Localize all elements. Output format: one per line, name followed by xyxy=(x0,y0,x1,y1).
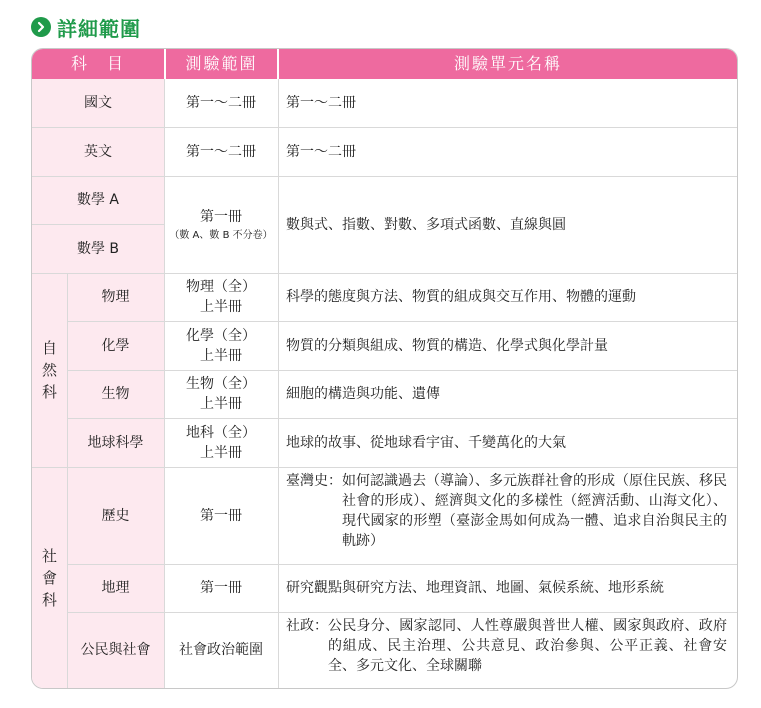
range-chemistry-line1: 化學（全） xyxy=(186,327,256,344)
header-range: 測驗範圍 xyxy=(166,49,277,79)
range-civics: 社會政治範圍 xyxy=(179,642,263,658)
subject-civics: 公民與社會 xyxy=(80,642,151,658)
header-subject: 科 目 xyxy=(32,49,164,79)
subject-biology: 生物 xyxy=(101,386,130,402)
group-social-char: 會 xyxy=(41,568,57,587)
range-biology-line1: 生物（全） xyxy=(186,376,256,392)
range-math-main: 第一冊 xyxy=(200,208,242,225)
range-chemistry xyxy=(164,321,278,370)
range-biology xyxy=(164,370,278,418)
group-science-char: 科 xyxy=(41,383,57,401)
subject-english: 英文 xyxy=(84,143,112,160)
section-title xyxy=(31,12,141,42)
units-history-label: 臺灣史： xyxy=(286,473,342,489)
header-units: 測驗單元名稱 xyxy=(279,49,737,79)
range-biology-line2: 上半冊 xyxy=(200,396,242,412)
range-english: 第一～二冊 xyxy=(186,143,256,160)
group-science xyxy=(32,273,67,467)
units-history xyxy=(278,467,737,564)
range-physics xyxy=(164,273,278,321)
units-civics xyxy=(278,612,737,688)
range-physics-line2: 上半冊 xyxy=(200,299,242,315)
range-chemistry-line2: 上半冊 xyxy=(200,347,242,364)
units-geography: 研究觀點與研究方法、地理資訊、地圖、氣候系統、地形系統 xyxy=(286,580,664,596)
units-earth-science: 地球的故事、從地球看宇宙、千變萬化的大氣 xyxy=(286,434,566,451)
group-science-char: 自 xyxy=(41,339,57,357)
range-geography: 第一冊 xyxy=(200,580,242,596)
subject-physics: 物理 xyxy=(101,289,130,305)
range-math xyxy=(164,176,278,273)
group-social-char: 社 xyxy=(41,546,57,565)
units-history-text: 如何認識過去（導論）、多元族群社會的形成（原住民族、移民社會的形成）、經濟與文化的多樣性（經濟活動、山海文化）、現代國家的形塑（臺澎金馬如何成為一體、追求自治與民主的軌跡） xyxy=(342,473,727,549)
range-math-note: （數 A、數 B 不分卷） xyxy=(169,229,273,241)
units-english: 第一～二冊 xyxy=(286,143,356,160)
units-math: 數與式、指數、對數、多項式函數、直線與圓 xyxy=(286,216,566,233)
subject-earth-science: 地球科學 xyxy=(87,434,144,451)
range-earth-science-line1: 地科（全） xyxy=(186,424,256,441)
subject-chemistry: 化學 xyxy=(101,337,130,354)
exam-scope-table xyxy=(31,48,738,689)
range-history: 第一冊 xyxy=(200,507,242,524)
units-civics-label: 社政： xyxy=(286,618,328,634)
units-biology: 細胞的構造與功能、遺傳 xyxy=(286,386,440,402)
range-physics-line1: 物理（全） xyxy=(186,279,256,295)
units-civics-text: 公民身分、國家認同、人性尊嚴與普世人權、國家與政府、政府的組成、民主治理、公共意見、政治參與、公平正義、社會安全、多元文化、全球關聯 xyxy=(328,618,727,674)
units-chemistry: 物質的分類與組成、物質的構造、化學式與化學計量 xyxy=(286,337,608,354)
group-social-char: 科 xyxy=(41,590,57,609)
range-chinese: 第一～二冊 xyxy=(186,95,256,111)
range-earth-science xyxy=(164,418,278,467)
subject-chinese: 國文 xyxy=(84,95,112,111)
range-earth-science-line2: 上半冊 xyxy=(200,444,242,461)
group-science-char: 然 xyxy=(41,361,57,379)
subject-history: 歷史 xyxy=(101,507,130,524)
units-chinese: 第一～二冊 xyxy=(286,95,356,111)
chevron-right-circle-icon xyxy=(31,17,51,37)
units-physics: 科學的態度與方法、物質的組成與交互作用、物體的運動 xyxy=(286,289,636,305)
subject-geography: 地理 xyxy=(101,580,130,596)
subject-math-b: 數學 B xyxy=(76,240,120,257)
section-title-text: 詳細範圍 xyxy=(57,16,141,41)
subject-math-a: 數學 A xyxy=(76,192,120,208)
group-social xyxy=(32,467,67,688)
